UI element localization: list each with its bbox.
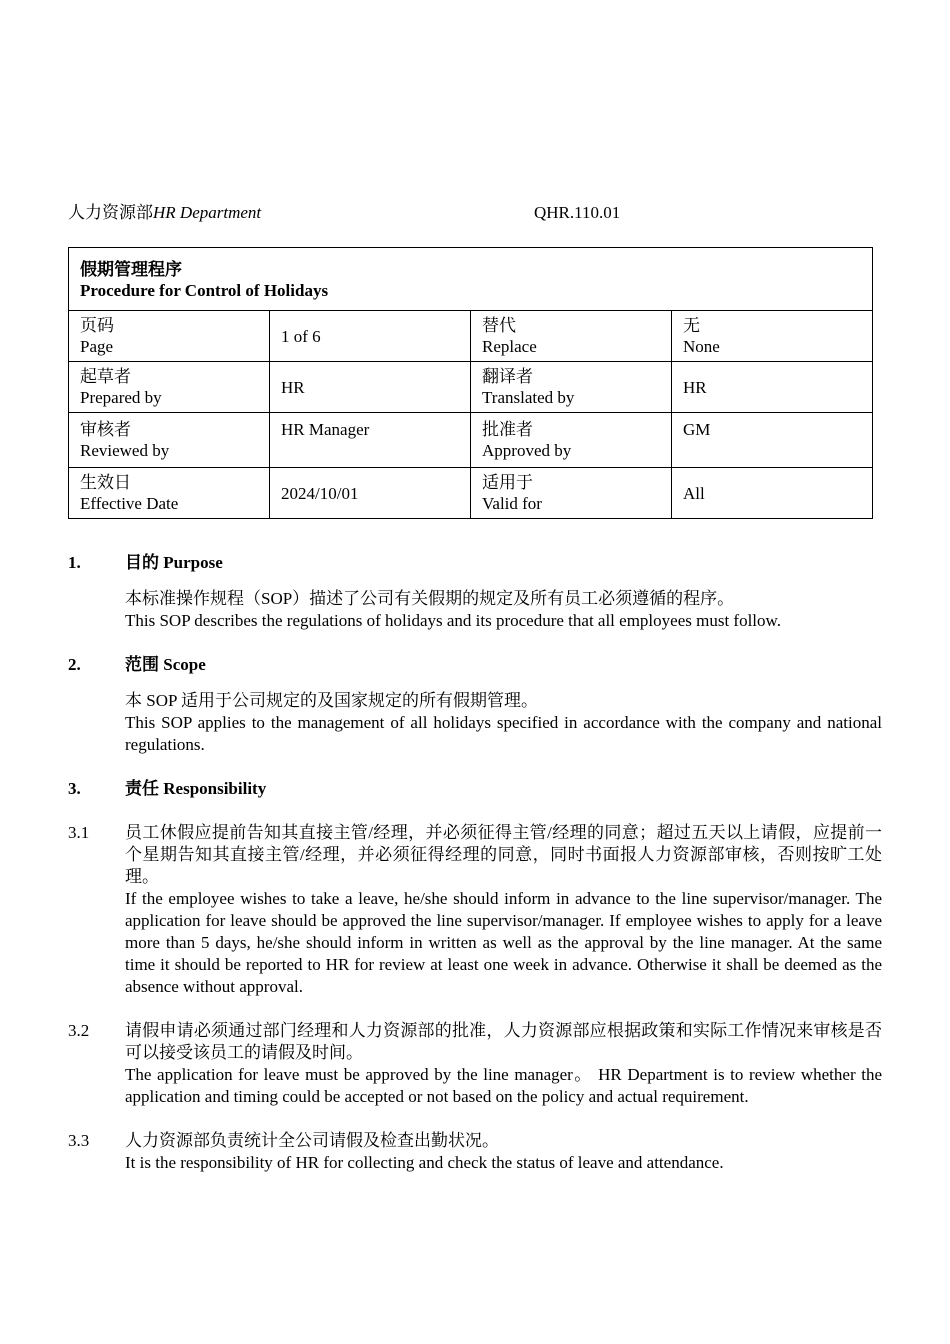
info-row-effective bbox=[69, 468, 873, 519]
info-row-page bbox=[69, 311, 873, 362]
label-replace: 替代 Replace bbox=[471, 311, 672, 362]
value-replace-en: None bbox=[683, 337, 720, 356]
section-body-purpose: 本标准操作规程（SOP）描述了公司有关假期的规定及所有员工必须遵循的程序。 This SOP describes the regulations of holidays and its procedure that all employees must follow. bbox=[125, 589, 781, 630]
document-info-table bbox=[68, 247, 873, 519]
value-page: 1 of 6 bbox=[270, 311, 471, 362]
document-body bbox=[68, 552, 882, 1174]
subsection-3-2: 3.2 请假申请必须通过部门经理和人力资源部的批准，人力资源部应根据政策和实际工作情况来审核是否可以接受该员工的请假及时间。 The application for leave must be approved by the line manager。 HR Department is to review whether the application and timing could be accepted or not based on the policy and actual requirement. bbox=[68, 1021, 882, 1106]
info-table-title-row bbox=[69, 248, 873, 311]
info-row-reviewed bbox=[69, 413, 873, 468]
label-effective-date: 生效日 Effective Date bbox=[69, 468, 270, 519]
subsection-3-3: 3.3 人力资源部负责统计全公司请假及检查出勤状况。 It is the responsibility of HR for collecting and check the status of leave and attendance. bbox=[68, 1131, 724, 1172]
label-approved-by: 批准者 Approved by bbox=[471, 413, 672, 468]
value-effective-date: 2024/10/01 bbox=[270, 468, 471, 519]
value-valid-for: All bbox=[672, 468, 873, 519]
section-body-scope: 本 SOP 适用于公司规定的及国家规定的所有假期管理。 This SOP applies to the management of all holidays specified in accordance with the company and national regulations. bbox=[125, 691, 882, 754]
value-prepared-by: HR bbox=[270, 362, 471, 413]
department-label: 人力资源部HR Department bbox=[68, 203, 262, 222]
value-replace-zh: 无 bbox=[683, 316, 700, 335]
label-page: 页码 Page bbox=[69, 311, 270, 362]
info-row-prepared bbox=[69, 362, 873, 413]
label-reviewed-by: 审核者 Reviewed by bbox=[69, 413, 270, 468]
label-prepared-by: 起草者 Prepared by bbox=[69, 362, 270, 413]
document-header bbox=[68, 202, 882, 226]
section-heading-responsibility: 3. 责任 Responsibility bbox=[68, 779, 267, 798]
label-valid-for: 适用于 Valid for bbox=[471, 468, 672, 519]
value-reviewed-by: HR Manager bbox=[270, 413, 471, 468]
procedure-title: 假期管理程序 Procedure for Control of Holidays bbox=[69, 248, 873, 311]
value-approved-by: GM bbox=[672, 413, 873, 468]
document-code: QHR.110.01 bbox=[534, 203, 621, 222]
subsection-3-1: 3.1 员工休假应提前告知其直接主管/经理，并必须征得主管/经理的同意；超过五天以上请假，应提前一个星期告知其直接主管/经理，并必须征得经理的同意，同时书面报人力资源部审核，否则按旷工处理。 If the employee wishes to take a leave, he/she should inform in advance to the line supervisor/manager. The application for leave should be approved the line supervisor/manager. If employee wishes to apply for a leave more than 5 days, he/she should inform in written as well as the approval by the line manager. At the same time it should be reported to HR for review at least one week in advance. Otherwise it shall be deemed as the absence without approval. bbox=[68, 823, 882, 996]
value-translated-by: HR bbox=[672, 362, 873, 413]
value-replace bbox=[672, 311, 873, 362]
label-translated-by: 翻译者 Translated by bbox=[471, 362, 672, 413]
section-heading-purpose: 1. 目的 Purpose bbox=[68, 553, 223, 572]
section-heading-scope: 2. 范围 Scope bbox=[68, 655, 206, 674]
